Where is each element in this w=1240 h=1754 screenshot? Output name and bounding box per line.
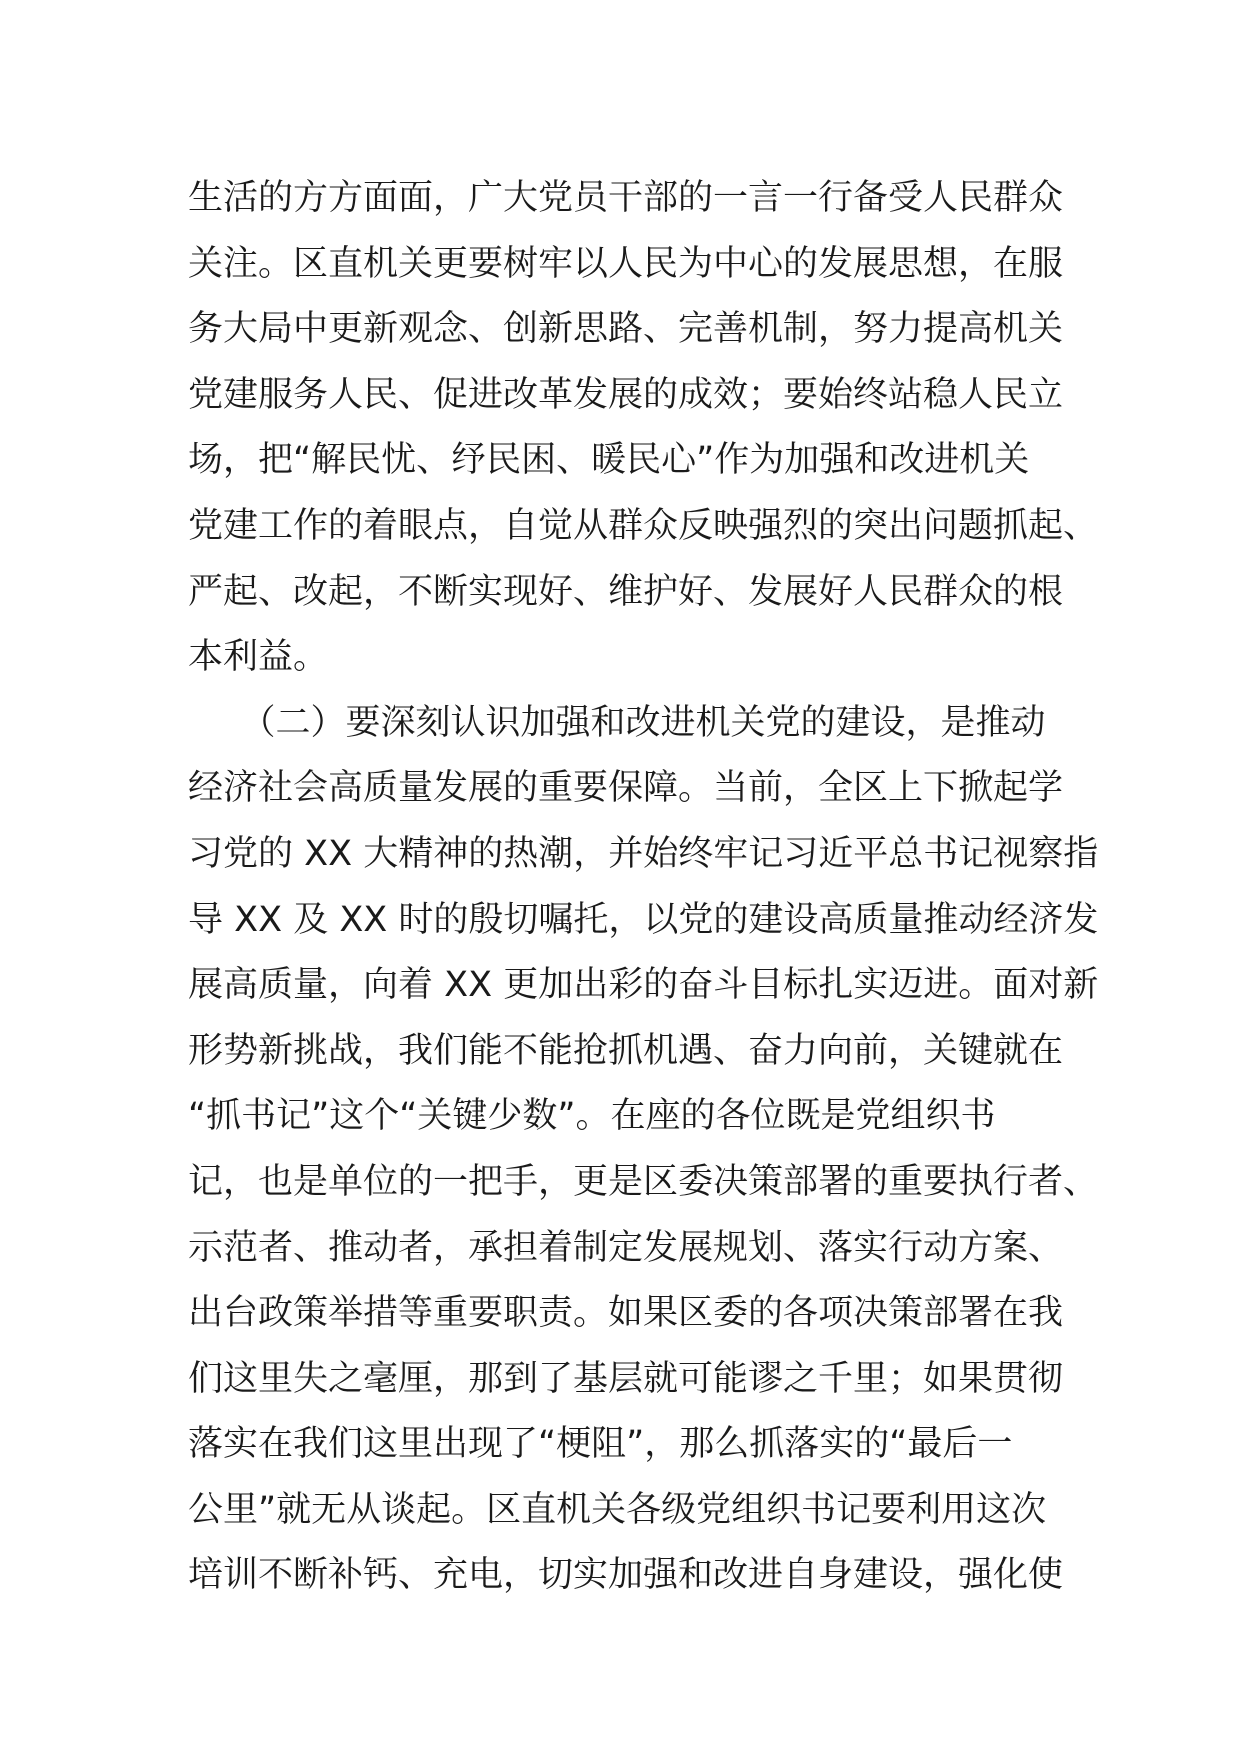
text-line: 落实在我们这里出现了“梗阻”，那么抓落实的“最后一: [188, 1424, 1013, 1465]
text-line: 严起、改起，不断实现好、维护好、发展好人民群众的根: [188, 571, 1064, 612]
text-line: 示范者、推动者，承担着制定发展规划、落实行动方案、: [188, 1227, 1064, 1268]
text-line: 关注。区直机关更要树牢以人民为中心的发展思想，在服: [188, 243, 1064, 284]
text-line: 形势新挑战，我们能不能抢抓机遇、奋力向前，关键就在: [188, 1030, 1064, 1071]
text-line: 们这里失之毫厘，那到了基层就可能谬之千里；如果贯彻: [188, 1358, 1064, 1399]
text-line: 出台政策举措等重要职责。如果区委的各项决策部署在我: [188, 1293, 1064, 1334]
text-line: 务大局中更新观念、创新思路、完善机制，努力提高机关: [188, 309, 1064, 350]
text-line: 培训不断补钙、充电，切实加强和改进自身建设，强化使: [188, 1555, 1064, 1596]
text-line: 习党的 XX 大精神的热潮，并始终牢记习近平总书记视察指: [188, 833, 1099, 874]
text-line: 导 XX 及 XX 时的殷切嘱托，以党的建设高质量推动经济发: [188, 899, 1099, 940]
text-line: 场，把“解民忧、纾民困、暖民心”作为加强和改进机关: [188, 440, 1030, 481]
body-text: [188, 166, 1099, 1609]
text-line: 党建工作的着眼点，自觉从群众反映强烈的突出问题抓起、: [188, 505, 1099, 546]
text-line: （二）要深刻认识加强和改进机关党的建设，是推动: [188, 702, 1046, 743]
text-line: “抓书记”这个“关键少数”。在座的各位既是党组织书: [188, 1096, 996, 1137]
text-line: 经济社会高质量发展的重要保障。当前，全区上下掀起学: [188, 768, 1064, 809]
text-line: 展高质量，向着 XX 更加出彩的奋斗目标扎实迈进。面对新: [188, 965, 1099, 1006]
text-line: 生活的方方面面，广大党员干部的一言一行备受人民群众: [188, 178, 1064, 218]
text-line: 公里”就无从谈起。区直机关各级党组织书记要利用这次: [188, 1489, 1047, 1530]
text-line: 本利益。: [188, 637, 329, 678]
text-line: 记，也是单位的一把手，更是区委决策部署的重要执行者、: [188, 1161, 1099, 1202]
text-line: 党建服务人民、促进改革发展的成效；要始终站稳人民立: [188, 374, 1064, 415]
